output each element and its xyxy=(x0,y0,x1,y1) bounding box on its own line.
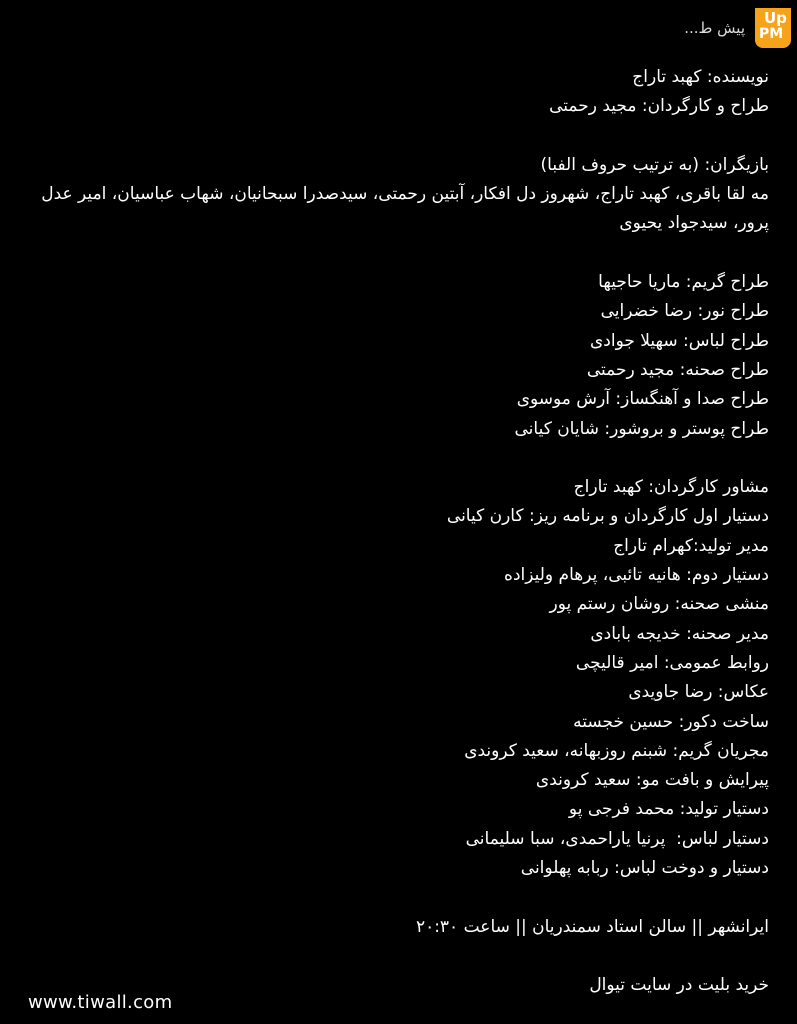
blank-line xyxy=(19,942,769,971)
credit-line: مجریان گریم: شبنم روزبهانه، سعید کروندی xyxy=(464,740,769,761)
credit-line: منشی صحنه: روشان رستم پور xyxy=(549,594,769,615)
ticket-line: خرید بلیت در سایت تیوال xyxy=(589,975,769,996)
blank-line xyxy=(19,444,769,473)
credit-line: طراح پوستر و بروشور: شایان کیانی xyxy=(514,418,769,439)
cast-heading: بازیگران: (به ترتیب حروف الفبا) xyxy=(540,154,769,175)
uppm-logo-icon xyxy=(755,8,791,48)
top-bar xyxy=(684,6,797,50)
credit-line: دستیار لباس: پرنیا یاراحمدی، سبا سلیمانی xyxy=(465,828,769,849)
credit-line: طراح نور: رضا خضرایی xyxy=(600,301,769,322)
credits-text-block xyxy=(19,63,769,1001)
credit-line: دستیار تولید: محمد فرجی پو xyxy=(568,799,769,820)
credit-line: دستیار اول کارگردان و برنامه ریز: کارن کیانی xyxy=(446,506,769,527)
blank-line xyxy=(19,883,769,912)
logo-text-pm: PM xyxy=(759,26,784,42)
credit-line: نویسنده: کهبد تاراج xyxy=(632,67,769,87)
credit-line: طراح صدا و آهنگساز: آرش موسوی xyxy=(516,389,769,410)
credit-line: مشاور کارگردان: کهبد تاراج xyxy=(573,477,769,498)
credit-line: طراح گریم: ماریا حاجیها xyxy=(598,272,769,293)
credit-line: طراح صحنه: مجید رحمتی xyxy=(586,359,769,380)
credit-line: دستیار دوم: هانیه تائبی، پرهام ولیزاده xyxy=(504,565,769,586)
credit-line: مدیر تولید:کهرام تاراج xyxy=(613,535,769,556)
credit-line: طراح و کارگردان: مجید رحمتی xyxy=(549,96,769,117)
credit-line: دستیار و دوخت لباس: ربابه پهلوانی xyxy=(520,858,769,879)
blank-line xyxy=(19,239,769,268)
credit-line: پیرایش و بافت مو: سعید کروندی xyxy=(535,770,769,791)
website-url: www.tiwall.com xyxy=(28,992,173,1013)
credit-line: روابط عمومی: امیر قالیچی xyxy=(575,652,769,673)
credit-line: طراح لباس: سهیلا جوادی xyxy=(589,330,769,351)
credit-line: مدیر صحنه: خدیجه بابادی xyxy=(590,623,769,644)
cast-list: مه لقا باقری، کهبد تاراج، شهروز دل افکار، آبتین رحمتی، سیدصدرا سبحانیان، شهاب عباسیان، امیر عدل پرور، سیدجواد یحیوی xyxy=(35,184,769,234)
partial-caption-text: پیش ط... xyxy=(684,19,745,37)
credit-line: عکاس: رضا جاویدی xyxy=(628,682,769,703)
logo-text-up: Up xyxy=(764,9,787,27)
venue-line: ایرانشهر || سالن استاد سمندریان || ساعت ۲۰:۳۰ xyxy=(415,916,769,937)
blank-line xyxy=(19,122,769,151)
credit-line: ساخت دکور: حسین خجسته xyxy=(573,711,769,732)
